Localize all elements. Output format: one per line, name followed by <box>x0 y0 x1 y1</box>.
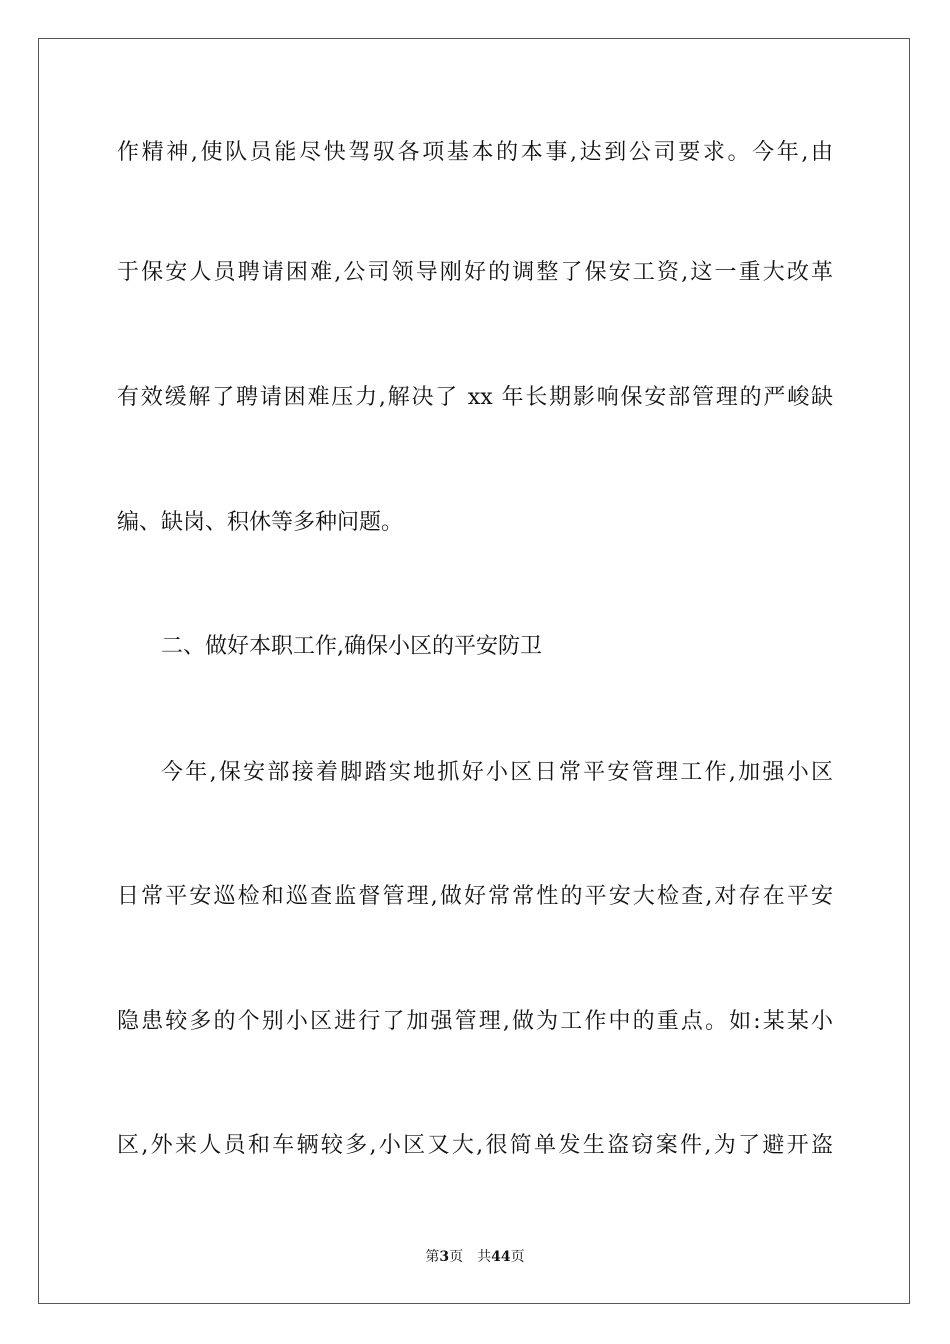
body-line-1: 作精神,使队员能尽快驾驭各项基本的本事,达到公司要求。今年,由 <box>117 140 833 165</box>
footer-total-prefix: 共 <box>477 1249 492 1265</box>
footer-page-prefix: 第 <box>425 1249 440 1265</box>
footer-total-pages: 44 <box>491 1249 511 1265</box>
body-line-4: 编、缺岗、积休等多种问题。 <box>117 510 404 535</box>
footer-page-suffix: 页 <box>449 1249 464 1265</box>
footer-page-number: 3 <box>439 1249 450 1265</box>
page-border <box>38 38 910 1304</box>
footer-total-suffix: 页 <box>510 1249 525 1265</box>
body-line-7: 日常平安巡检和巡查监督管理,做好常常性的平安大检查,对存在平安 <box>117 884 833 909</box>
body-line-6: 今年,保安部接着脚踏实地抓好小区日常平安管理工作,加强小区 <box>161 760 833 785</box>
body-line-9: 区,外来人员和车辆较多,小区又大,很简单发生盗窃案件,为了避开盗 <box>117 1133 833 1158</box>
section-heading: 二、做好本职工作,确保小区的平安防卫 <box>161 634 542 659</box>
body-line-2: 于保安人员聘请困难,公司领导刚好的调整了保安工资,这一重大改革 <box>117 260 833 285</box>
body-line-8: 隐患较多的个别小区进行了加强管理,做为工作中的重点。如:某某小 <box>117 1009 833 1034</box>
body-line-3: 有效缓解了聘请困难压力,解决了 xx 年长期影响保安部管理的严峻缺 <box>117 385 833 410</box>
page-footer <box>0 1248 950 1266</box>
